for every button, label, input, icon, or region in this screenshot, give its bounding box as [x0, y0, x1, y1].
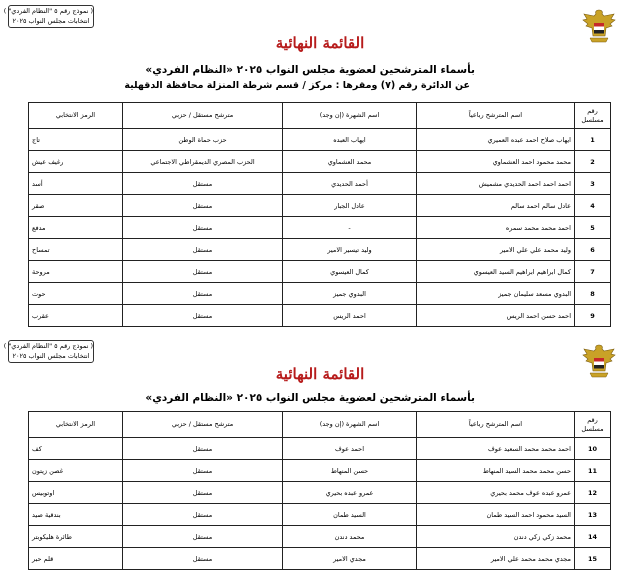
table-row: [29, 504, 611, 526]
candidate-name-cell: احمد محمد محمد السعيد عوف: [417, 438, 575, 460]
affiliation-cell: مستقل: [123, 305, 283, 327]
symbol-cell: عقرب: [29, 305, 123, 327]
symbol-cell: أسد: [29, 173, 123, 195]
candidates-table: [28, 411, 611, 570]
symbol-cell: بندقية صيد: [29, 504, 123, 526]
form-number-label: ( نموذج رقم ٥ "النظام الفردي" ): [3, 342, 93, 350]
affiliation-cell: مستقل: [123, 460, 283, 482]
serial-cell: 3: [575, 173, 611, 195]
candidate-name-cell: محمد زكي زكي دندن: [417, 526, 575, 548]
serial-cell: 12: [575, 482, 611, 504]
table-header-row: [29, 412, 611, 438]
serial-cell: 6: [575, 239, 611, 261]
symbol-cell: رغيف عيش: [29, 151, 123, 173]
symbol-cell: مدفع: [29, 217, 123, 239]
symbol-cell: غصن زيتون: [29, 460, 123, 482]
table-header-row: [29, 103, 611, 129]
serial-cell: 4: [575, 195, 611, 217]
serial-cell: 8: [575, 283, 611, 305]
table-row: [29, 261, 611, 283]
symbol-cell: تاج: [29, 129, 123, 151]
table-row: [29, 482, 611, 504]
election-name-label: انتخابات مجلس النواب ٢٠٢٥: [12, 351, 90, 360]
election-name-label: انتخابات مجلس النواب ٢٠٢٥: [12, 16, 90, 25]
nickname-cell: وليد تيسير الامير: [283, 239, 417, 261]
nickname-cell: أحمد الحديدي: [283, 173, 417, 195]
serial-cell: 14: [575, 526, 611, 548]
candidate-name-cell: ايهاب صلاح احمد عبده العميري: [417, 129, 575, 151]
candidate-name-cell: احمد حسن احمد الريس: [417, 305, 575, 327]
nickname-cell: ايهاب العبده: [283, 129, 417, 151]
nickname-cell: البدوي جميز: [283, 283, 417, 305]
table-row: [29, 548, 611, 570]
candidate-name-cell: كمال ابراهيم ابراهيم السيد العيسوي: [417, 261, 575, 283]
affiliation-cell: مستقل: [123, 239, 283, 261]
header-affiliation: مترشح مستقل / حزبي: [123, 412, 283, 438]
table-row: [29, 526, 611, 548]
header-symbol: الرمز الانتخابي: [29, 412, 123, 438]
symbol-cell: كف: [29, 438, 123, 460]
affiliation-cell: مستقل: [123, 438, 283, 460]
serial-cell: 9: [575, 305, 611, 327]
table-row: [29, 151, 611, 173]
affiliation-cell: مستقل: [123, 173, 283, 195]
affiliation-cell: مستقل: [123, 526, 283, 548]
symbol-cell: طائرة هليكوبتر: [29, 526, 123, 548]
candidates-table: [28, 102, 611, 327]
affiliation-cell: مستقل: [123, 195, 283, 217]
affiliation-cell: مستقل: [123, 261, 283, 283]
header-serial: رقم مسلسل: [575, 412, 611, 438]
symbol-cell: مروحة: [29, 261, 123, 283]
candidate-name-cell: عمرو عبده عوف محمد بحيري: [417, 482, 575, 504]
serial-cell: 7: [575, 261, 611, 283]
serial-cell: 2: [575, 151, 611, 173]
symbol-cell: اوتوبيس: [29, 482, 123, 504]
serial-cell: 1: [575, 129, 611, 151]
table-row: [29, 173, 611, 195]
form-number-label: ( نموذج رقم ٥ "النظام الفردي" ): [3, 7, 93, 15]
affiliation-cell: حزب حماة الوطن: [123, 129, 283, 151]
table-row: [29, 217, 611, 239]
table-row: [29, 305, 611, 327]
affiliation-cell: مستقل: [123, 548, 283, 570]
page-subtitle: بأسماء المترشحين لعضوية مجلس النواب ٢٠٢٥ «النظام الفردي»: [145, 392, 475, 404]
affiliation-cell: مستقل: [123, 504, 283, 526]
serial-cell: 13: [575, 504, 611, 526]
candidate-name-cell: احمد محمد محمد سمره: [417, 217, 575, 239]
table-row: [29, 195, 611, 217]
nickname-cell: عمرو عبده بحيري: [283, 482, 417, 504]
header-nickname: اسم الشهرة (إن وجد): [283, 412, 417, 438]
page-title: القائمة النهائية: [275, 34, 365, 52]
symbol-cell: حوت: [29, 283, 123, 305]
affiliation-cell: الحزب المصري الديمقراطي الاجتماعي: [123, 151, 283, 173]
candidate-name-cell: احمد احمد احمد الحديدي مشميش: [417, 173, 575, 195]
serial-cell: 10: [575, 438, 611, 460]
nickname-cell: حسن المنهاط: [283, 460, 417, 482]
header-serial: رقم مسلسل: [575, 103, 611, 129]
table-row: [29, 438, 611, 460]
form-number-box: [3, 340, 94, 363]
header-symbol: الرمز الانتخابي: [29, 103, 123, 129]
candidate-name-cell: مجدي محمد محمد علي الامير: [417, 548, 575, 570]
header-affiliation: مترشح مستقل / حزبي: [123, 103, 283, 129]
district-info: عن الدائرة رقم (٧) ومقرها : مركز / قسم شرطة المنزلة محافظة الدقهلية: [124, 80, 470, 91]
candidate-name-cell: محمد محمود احمد العشماوي: [417, 151, 575, 173]
table-row: [29, 129, 611, 151]
nickname-cell: محمد دندن: [283, 526, 417, 548]
serial-cell: 11: [575, 460, 611, 482]
symbol-cell: قلم حبر: [29, 548, 123, 570]
symbol-cell: صقر: [29, 195, 123, 217]
candidate-name-cell: السيد محمود احمد السيد طمان: [417, 504, 575, 526]
header-candidate-name: اسم المترشح رباعياً: [417, 103, 575, 129]
nickname-cell: كمال العيسوي: [283, 261, 417, 283]
serial-cell: 15: [575, 548, 611, 570]
candidate-name-cell: عادل سالم احمد سالم: [417, 195, 575, 217]
nickname-cell: عادل الجبار: [283, 195, 417, 217]
nickname-cell: محمد العشماوي: [283, 151, 417, 173]
form-number-box: [3, 5, 94, 28]
nickname-cell: السيد طمان: [283, 504, 417, 526]
affiliation-cell: مستقل: [123, 217, 283, 239]
symbol-cell: تمساح: [29, 239, 123, 261]
table-row: [29, 239, 611, 261]
serial-cell: 5: [575, 217, 611, 239]
page-title: القائمة النهائية: [275, 365, 365, 383]
nickname-cell: مجدي الامير: [283, 548, 417, 570]
candidate-name-cell: حسن محمد محمد السيد المنهاط: [417, 460, 575, 482]
header-candidate-name: اسم المترشح رباعياً: [417, 412, 575, 438]
nickname-cell: -: [283, 217, 417, 239]
table-row: [29, 283, 611, 305]
nickname-cell: احمد عوف: [283, 438, 417, 460]
header-nickname: اسم الشهرة (إن وجد): [283, 103, 417, 129]
affiliation-cell: مستقل: [123, 482, 283, 504]
nickname-cell: احمد الريس: [283, 305, 417, 327]
candidate-name-cell: وليد محمد علي علي الامير: [417, 239, 575, 261]
candidate-name-cell: البدوي مسعد سليمان جميز: [417, 283, 575, 305]
page-subtitle: بأسماء المترشحين لعضوية مجلس النواب ٢٠٢٥ «النظام الفردي»: [145, 64, 475, 76]
affiliation-cell: مستقل: [123, 283, 283, 305]
table-row: [29, 460, 611, 482]
